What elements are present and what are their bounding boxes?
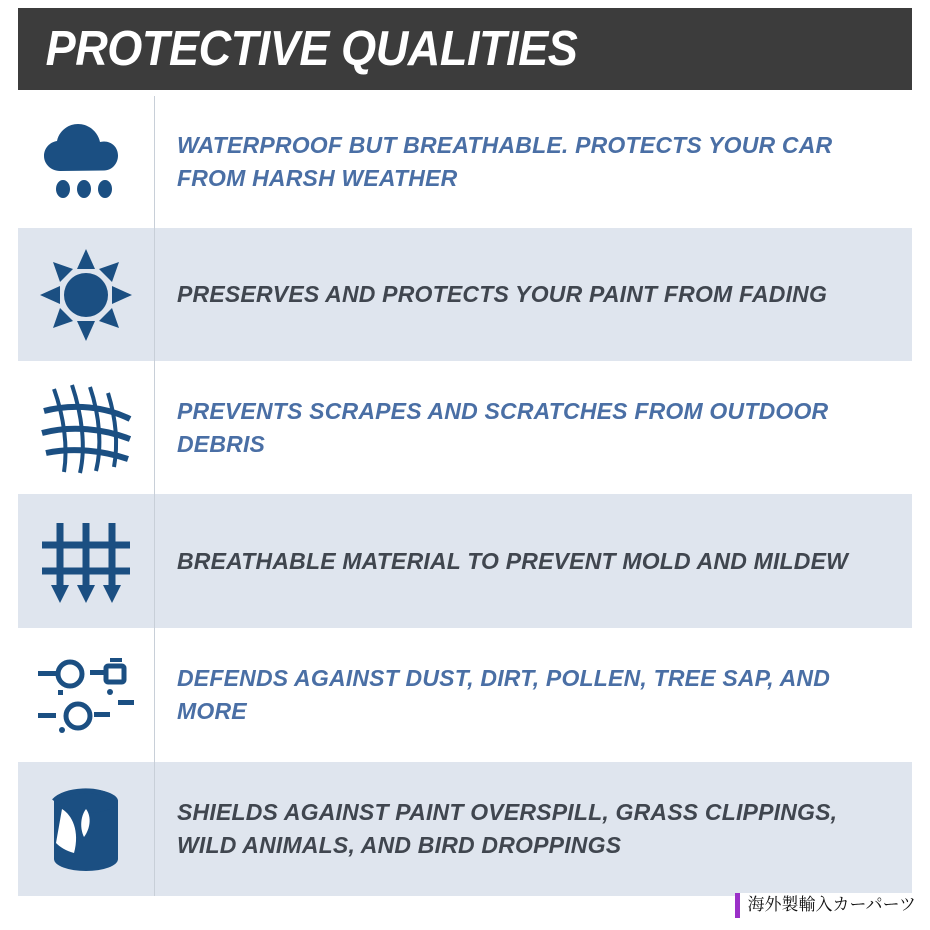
header-banner	[18, 8, 912, 90]
sun-icon	[18, 228, 154, 361]
list-item-text-cell	[155, 662, 912, 727]
list-item	[18, 494, 912, 628]
scratch-net-icon	[18, 361, 154, 494]
list-item	[18, 762, 912, 896]
list-item-label: PREVENTS SCRAPES AND SCRATCHES FROM OUTDOOR DEBRIS	[177, 397, 829, 457]
rain-cloud-icon	[18, 96, 154, 228]
page-title: PROTECTIVE QUALITIES	[45, 22, 578, 76]
list-item	[18, 96, 912, 228]
breathable-airflow-icon	[18, 494, 154, 628]
list-item-text-cell	[155, 129, 912, 194]
list-item-text-cell	[155, 545, 912, 578]
list-item-label: BREATHABLE MATERIAL TO PREVENT MOLD AND MILDEW	[177, 547, 849, 574]
list-item-label: DEFENDS AGAINST DUST, DIRT, POLLEN, TREE SAP, AND MORE	[177, 665, 831, 724]
list-item-label: SHIELDS AGAINST PAINT OVERSPILL, GRASS CLIPPINGS, WILD ANIMALS, AND BIRD DROPPINGS	[177, 799, 838, 858]
list-item-text-cell	[155, 395, 912, 460]
list-item-label: WATERPROOF BUT BREATHABLE. PROTECTS YOUR CAR FROM HARSH WEATHER	[177, 132, 833, 191]
list-item-text-cell	[155, 796, 912, 861]
list-item	[18, 628, 912, 762]
paint-can-icon	[18, 762, 154, 896]
qualities-list	[18, 96, 912, 896]
list-item-text-cell	[155, 278, 912, 311]
list-item	[18, 361, 912, 494]
list-item	[18, 228, 912, 361]
list-item-label: PRESERVES AND PROTECTS YOUR PAINT FROM FADING	[177, 281, 828, 308]
dust-particles-icon	[18, 628, 154, 762]
watermark-label: 海外製輸入カーパーツ	[735, 893, 922, 918]
